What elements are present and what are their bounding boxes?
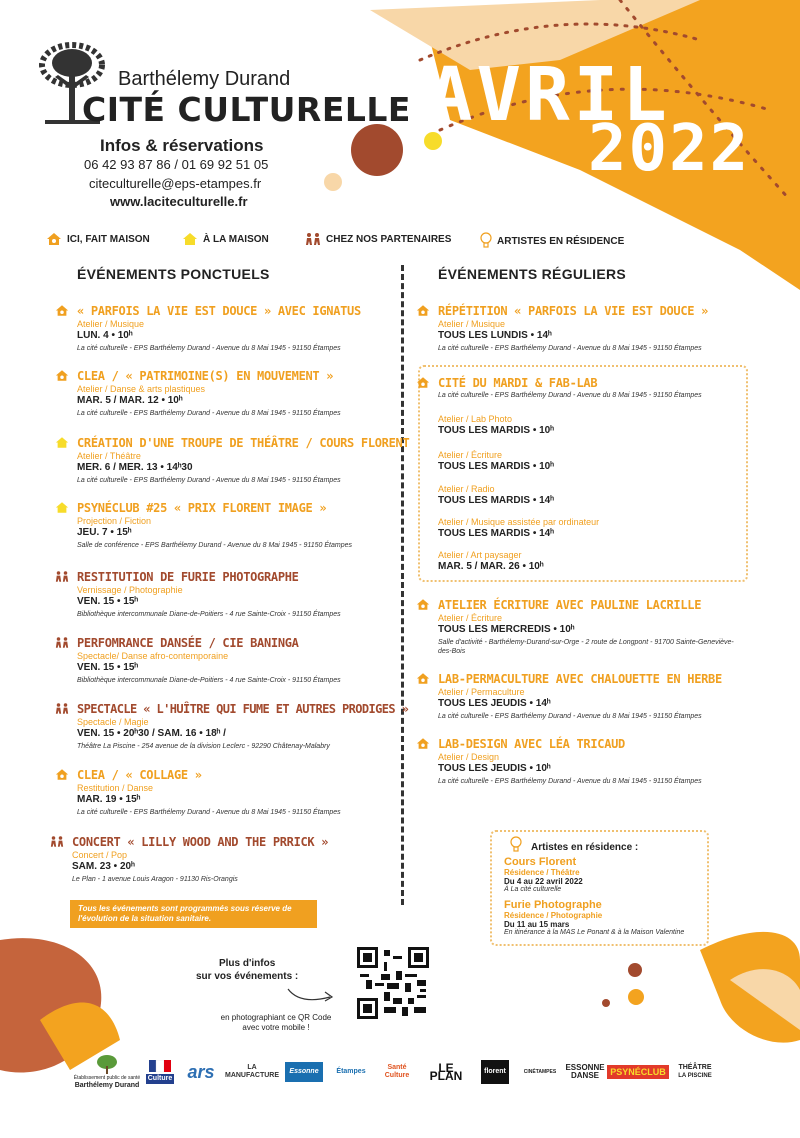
home-heart-icon xyxy=(182,232,198,246)
event-date: LUN. 4 • 10ʰ xyxy=(77,330,133,341)
partner-text: Étampes xyxy=(336,1068,366,1075)
month-title: AVRIL xyxy=(428,52,671,138)
partner-text: Barthélemy Durand xyxy=(74,1082,140,1089)
activity-category: Atelier / Écriture xyxy=(438,450,503,460)
event-location: La cité culturelle - EPS Barthélemy Durand - Avenue du 8 Mai 1945 - 91150 Étampes xyxy=(77,809,341,816)
artist-item xyxy=(504,856,583,893)
event-location: Salle d'activité - Barthélemy-Durand-sur-Orge - 2 route de Longpont - 91700 Sainte-Geneviève-des-Bois xyxy=(438,639,734,655)
column-heading-ponctuels: ÉVÉNEMENTS PONCTUELS xyxy=(77,266,270,282)
event-category: Spectacle / Magie xyxy=(77,717,149,727)
event-category: Atelier / Théâtre xyxy=(77,451,141,461)
event-title: CLEA / « COLLAGE » xyxy=(77,768,202,782)
event-title: SPECTACLE « L'HUÎTRE QUI FUME ET AUTRES PRODIGES » xyxy=(77,702,409,716)
activity-date: TOUS LES MARDIS • 10ʰ xyxy=(438,425,554,436)
partner-text: ars xyxy=(187,1062,215,1082)
activity-category: Atelier / Art paysager xyxy=(438,550,522,560)
event-location: La cité culturelle - EPS Barthélemy Durand - Avenue du 8 Mai 1945 - 91150 Étampes xyxy=(77,477,341,484)
partner-text: Culture xyxy=(384,1072,410,1079)
legend-partenaires xyxy=(305,232,451,246)
event-category: Concert / Pop xyxy=(72,850,128,860)
activity-date: TOUS LES MARDIS • 10ʰ xyxy=(438,461,554,472)
event-title: PERFOMRANCE DANSÉE / CIE BANINGA xyxy=(77,636,299,650)
legend-a-la-maison xyxy=(182,232,269,246)
partner-text: Essonne xyxy=(285,1062,322,1082)
partner-text: Établissement public de santé xyxy=(73,1075,141,1081)
partner-text: Culture xyxy=(147,1075,173,1082)
event-title: LAB-PERMACULTURE AVEC CHALOUETTE EN HERBE xyxy=(438,672,722,686)
event-category: Restitution / Danse xyxy=(77,783,154,793)
event-category: Atelier / Écriture xyxy=(438,613,503,623)
people-icon xyxy=(55,636,69,649)
partner-text: LE PLAN xyxy=(429,1061,463,1083)
people-icon xyxy=(55,570,69,583)
artist-category: Résidence / Théâtre xyxy=(504,868,580,877)
event-title: PSYNÉCLUB #25 « PRIX FLORENT IMAGE » xyxy=(77,501,327,515)
event-location: Le Plan - 1 avenue Louis Aragon - 91130 Ris-Orangis xyxy=(72,876,238,883)
activity-date: MAR. 5 / MAR. 26 • 10ʰ xyxy=(438,561,544,572)
legend-label: CHEZ NOS PARTENAIRES xyxy=(326,233,452,245)
legend-label: ICI, FAIT MAISON xyxy=(67,233,150,245)
event-title: ATELIER ÉCRITURE AVEC PAULINE LACRILLE xyxy=(438,598,702,612)
event-date: MER. 6 / MER. 13 • 14ʰ30 xyxy=(77,462,193,473)
house-icon xyxy=(416,598,430,611)
logo-line2: CITÉ CULTURELLE xyxy=(82,90,411,129)
activity-category: Atelier / Lab Photo xyxy=(438,414,513,424)
partner-logo-essonne xyxy=(282,1052,326,1092)
event-date: VEN. 15 • 15ʰ xyxy=(77,662,139,673)
house-icon xyxy=(416,304,430,317)
partner-text: Santé xyxy=(387,1064,407,1071)
artist-name: Furie Photographe xyxy=(504,899,602,911)
event-category: Atelier / Musique xyxy=(77,319,145,329)
lightbulb-icon xyxy=(480,232,492,250)
people-icon xyxy=(55,702,69,715)
event-title: CONCERT « LILLY WOOD AND THE PRRICK » xyxy=(72,835,329,849)
event-category: Spectacle/ Danse afro-contemporaine xyxy=(77,651,229,661)
event-item[interactable] xyxy=(77,570,427,619)
mardi-activity[interactable] xyxy=(438,450,738,472)
event-date: MAR. 5 / MAR. 12 • 10ʰ xyxy=(77,395,183,406)
event-category: Projection / Fiction xyxy=(77,516,152,526)
artist-name: Cours Florent xyxy=(504,856,577,868)
house-icon xyxy=(55,369,69,382)
event-location: Bibliothèque intercommunale Diane-de-Poitiers - 4 rue Sainte-Croix - 91150 Étampes xyxy=(77,677,341,684)
event-title: RÉPÉTITION « PARFOIS LA VIE EST DOUCE » xyxy=(438,304,709,318)
event-item[interactable] xyxy=(77,768,427,817)
qr-lead-line2: sur vos événements : xyxy=(196,971,299,982)
partner-logo-le-plan xyxy=(426,1052,466,1092)
event-item[interactable] xyxy=(438,672,738,721)
email-address[interactable]: citeculturelle@eps-etampes.fr xyxy=(89,176,262,191)
qr-caption-line2: avec votre mobile ! xyxy=(242,1023,310,1032)
event-category: Atelier / Design xyxy=(438,752,500,762)
activity-category: Atelier / Musique assistée par ordinateur xyxy=(438,517,600,527)
event-item[interactable] xyxy=(77,636,427,685)
event-item[interactable] xyxy=(77,501,427,550)
partner-text: LA PISCINE xyxy=(678,1073,712,1079)
legend-fait-maison xyxy=(46,232,150,246)
event-location: La cité culturelle - EPS Barthélemy Durand - Avenue du 8 Mai 1945 - 91150 Étampes xyxy=(438,713,702,720)
qr-caption-line1: en photographiant ce QR Code xyxy=(220,1013,332,1022)
activity-category: Atelier / Radio xyxy=(438,484,495,494)
house-icon xyxy=(55,304,69,317)
event-item[interactable] xyxy=(438,737,738,786)
event-title: RESTITUTION DE FURIE PHOTOGRAPHE xyxy=(77,570,299,584)
flag-icon xyxy=(149,1060,171,1072)
event-location: La cité culturelle - EPS Barthélemy Durand - Avenue du 8 Mai 1945 - 91150 Étampes xyxy=(438,778,702,785)
home-heart-icon xyxy=(55,501,69,514)
activity-date: TOUS LES MARDIS • 14ʰ xyxy=(438,528,554,539)
partner-logo-ars xyxy=(180,1052,222,1092)
legend-label: ARTISTES EN RÉSIDENCE xyxy=(497,235,625,247)
event-date: VEN. 15 • 15ʰ xyxy=(77,596,139,607)
sanitary-notice: Tous les événements sont programmés sous réserve de l'évolution de la situation sanitaire. xyxy=(70,900,317,928)
qr-lead-line1: Plus d'infos xyxy=(218,958,276,969)
event-item[interactable] xyxy=(77,436,427,485)
partner-logo-psyneclub xyxy=(612,1052,664,1092)
event-location: Théâtre La Piscine - 254 avenue de la division Leclerc - 92290 Châtenay-Malabry xyxy=(77,743,330,750)
partner-logo-etampes xyxy=(336,1052,366,1092)
event-date: SAM. 23 • 20ʰ xyxy=(72,861,135,872)
partner-logo-eps xyxy=(72,1052,142,1092)
event-item[interactable] xyxy=(77,702,427,751)
event-item[interactable] xyxy=(438,598,738,656)
artist-location: En itinérance à la MAS Le Ponant & à la Maison Valentine xyxy=(504,929,685,936)
event-title: CLEA / « PATRIMOINE(S) EN MOUVEMENT » xyxy=(77,369,334,383)
mardi-activity[interactable] xyxy=(438,484,738,506)
event-category: Vernissage / Photographie xyxy=(77,585,183,595)
partner-logo-sante-culture xyxy=(374,1052,420,1092)
partner-text: PSYNÉCLUB xyxy=(607,1065,669,1079)
home-heart-icon xyxy=(55,436,69,449)
event-date: TOUS LES JEUDIS • 10ʰ xyxy=(438,763,551,774)
partner-text: florent xyxy=(481,1060,509,1084)
arrow-icon xyxy=(285,985,345,1007)
partner-text: THÉÂTRE xyxy=(678,1064,712,1071)
event-item[interactable] xyxy=(77,304,427,353)
event-date: JEU. 7 • 15ʰ xyxy=(77,527,132,538)
event-location: Bibliothèque intercommunale Diane-de-Poitiers - 4 rue Sainte-Croix - 91150 Étampes xyxy=(77,611,341,618)
artists-title: Artistes en résidence : xyxy=(531,842,639,853)
event-title: CRÉATION D'UNE TROUPE DE THÉÂTRE / COURS FLORENT xyxy=(77,436,410,450)
partner-logo-culture xyxy=(145,1052,175,1092)
event-category: Atelier / Danse & arts plastiques xyxy=(77,384,206,394)
event-date: TOUS LES LUNDIS • 14ʰ xyxy=(438,330,552,341)
event-date: TOUS LES JEUDIS • 14ʰ xyxy=(438,698,551,709)
column-heading-reguliers: ÉVÉNEMENTS RÉGULIERS xyxy=(438,266,627,282)
event-location: La cité culturelle - EPS Barthélemy Durand - Avenue du 8 Mai 1945 - 91150 Étampes xyxy=(77,345,341,352)
qr-lead-text xyxy=(196,957,298,983)
partner-text: LA MANUFACTURE xyxy=(224,1064,280,1079)
mardi-activity[interactable] xyxy=(438,550,738,572)
infos-title: Infos & réservations xyxy=(100,136,264,155)
event-location: Salle de conférence - EPS Barthélemy Durand - Avenue du 8 Mai 1945 - 91150 Étampes xyxy=(77,542,352,549)
event-title: CITÉ DU MARDI & FAB-LAB xyxy=(438,376,598,390)
artist-category: Résidence / Photographie xyxy=(504,911,603,920)
legend-artistes xyxy=(480,232,624,250)
website-link[interactable]: www.laciteculturelle.fr xyxy=(110,194,248,209)
partner-logo-essonne-danse xyxy=(565,1052,605,1092)
mardi-activity[interactable] xyxy=(438,517,738,539)
year-title: 2022 xyxy=(588,112,751,186)
house-icon xyxy=(416,672,430,685)
artist-location: À La cité culturelle xyxy=(504,886,562,893)
event-item[interactable] xyxy=(77,369,427,418)
qr-code-icon[interactable] xyxy=(357,947,429,1019)
partner-text: CINÉTAMPES xyxy=(523,1069,557,1075)
event-date: TOUS LES MERCREDIS • 10ʰ xyxy=(438,624,575,635)
partner-logo-cinetampes xyxy=(520,1052,560,1092)
activity-date: TOUS LES MARDIS • 14ʰ xyxy=(438,495,554,506)
partner-logo-theatre-piscine xyxy=(670,1052,720,1092)
event-location: La cité culturelle - EPS Barthélemy Durand - Avenue du 8 Mai 1945 - 91150 Étampes xyxy=(438,345,702,352)
artist-item xyxy=(504,899,684,936)
event-date: MAR. 19 • 15ʰ xyxy=(77,794,141,805)
event-category: Atelier / Permaculture xyxy=(438,687,525,697)
people-icon xyxy=(305,232,321,246)
people-icon xyxy=(50,835,64,848)
lightbulb-icon xyxy=(510,836,522,854)
event-location: La cité culturelle - EPS Barthélemy Durand - Avenue du 8 Mai 1945 - 91150 Étampes xyxy=(438,392,702,399)
event-item[interactable] xyxy=(438,304,758,353)
artist-date: Du 11 au 15 mars xyxy=(504,920,570,929)
legend-label: À LA MAISON xyxy=(203,233,269,245)
mardi-activity[interactable] xyxy=(438,414,738,436)
house-icon xyxy=(55,768,69,781)
tree-logo-icon xyxy=(94,1054,120,1074)
event-title: LAB-DESIGN AVEC LÉA TRICAUD xyxy=(438,737,625,751)
house-icon xyxy=(46,232,62,246)
phone-numbers: 06 42 93 87 86 / 01 69 92 51 05 xyxy=(84,157,269,172)
partner-text: ESSONNE xyxy=(565,1063,605,1072)
partner-logo-manufacture xyxy=(224,1052,280,1092)
qr-caption xyxy=(214,1013,338,1033)
house-icon xyxy=(416,737,430,750)
house-icon xyxy=(416,376,430,389)
partner-text: DANSE xyxy=(570,1071,599,1080)
event-item[interactable] xyxy=(72,835,422,884)
partner-logo-florent xyxy=(478,1052,512,1092)
event-date: VEN. 15 • 20ʰ30 / SAM. 16 • 18ʰ / xyxy=(77,728,226,739)
event-item[interactable] xyxy=(438,376,738,400)
event-location: La cité culturelle - EPS Barthélemy Durand - Avenue du 8 Mai 1945 - 91150 Étampes xyxy=(77,410,341,417)
event-title: « PARFOIS LA VIE EST DOUCE » AVEC IGNATUS xyxy=(77,304,361,318)
event-category: Atelier / Musique xyxy=(438,319,506,329)
artist-date: Du 4 au 22 avril 2022 xyxy=(504,877,583,886)
logo-line1: Barthélemy Durand xyxy=(118,68,291,90)
